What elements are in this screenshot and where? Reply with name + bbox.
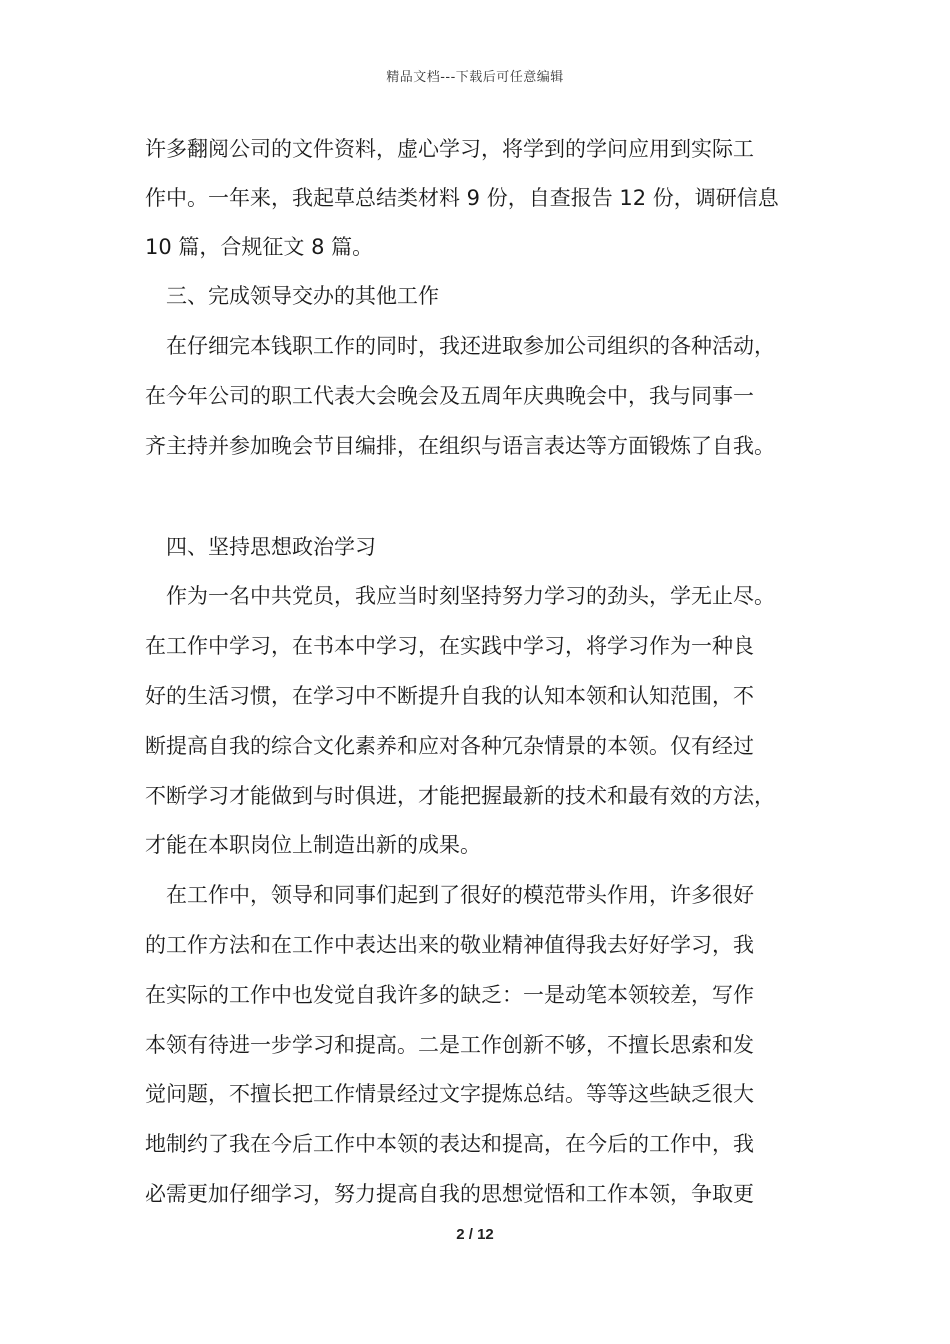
paragraph-line: 地制约了我在今后工作中本领的表达和提高，在今后的工作中，我 [145,1132,754,1156]
page-header: 精品文档---下载后可任意编辑 [386,70,564,85]
paragraph-line: 好的生活习惯，在学习中不断提升自我的认知本领和认知范围，不 [145,684,754,708]
paragraph-line: 许多翻阅公司的文件资料，虚心学习，将学到的学问应用到实际工 [145,137,754,161]
paragraph-line: 作中。一年来，我起草总结类材料 9 份，自查报告 12 份，调研信息 [145,186,779,210]
paragraph-line: 必需更加仔细学习，努力提高自我的思想觉悟和工作本领，争取更 [145,1182,754,1206]
paragraph-line: 才能在本职岗位上制造出新的成果。 [145,833,481,857]
paragraph-line: 在实际的工作中也发觉自我许多的缺乏：一是动笔本领较差，写作 [145,983,754,1007]
page-number: 2 / 12 [456,1226,494,1243]
paragraph-line: 10 篇，合规征文 8 篇。 [145,235,374,259]
paragraph-line: 本领有待进一步学习和提高。二是工作创新不够，不擅长思索和发 [145,1033,754,1057]
paragraph-line: 在仔细完本钱职工作的同时，我还进取参加公司组织的各种活动， [166,334,775,358]
paragraph-line: 不断学习才能做到与时俱进，才能把握最新的技术和最有效的方法， [145,784,775,808]
paragraph-line: 的工作方法和在工作中表达出来的敬业精神值得我去好好学习，我 [145,933,754,957]
section-heading: 三、完成领导交办的其他工作 [166,284,439,308]
paragraph-line: 在工作中，领导和同事们起到了很好的模范带头作用，许多很好 [166,883,754,907]
paragraph-line: 断提高自我的综合文化素养和应对各种冗杂情景的本领。仅有经过 [145,734,754,758]
paragraph-line: 在今年公司的职工代表大会晚会及五周年庆典晚会中，我与同事一 [145,384,754,408]
paragraph-line: 齐主持并参加晚会节目编排，在组织与语言表达等方面锻炼了自我。 [145,434,775,458]
paragraph-line: 作为一名中共党员，我应当时刻坚持努力学习的劲头，学无止尽。 [166,584,775,608]
paragraph-line: 觉问题，不擅长把工作情景经过文字提炼总结。等等这些缺乏很大 [145,1082,754,1106]
section-heading: 四、坚持思想政治学习 [166,535,376,559]
paragraph-line: 在工作中学习，在书本中学习，在实践中学习，将学习作为一种良 [145,634,754,658]
